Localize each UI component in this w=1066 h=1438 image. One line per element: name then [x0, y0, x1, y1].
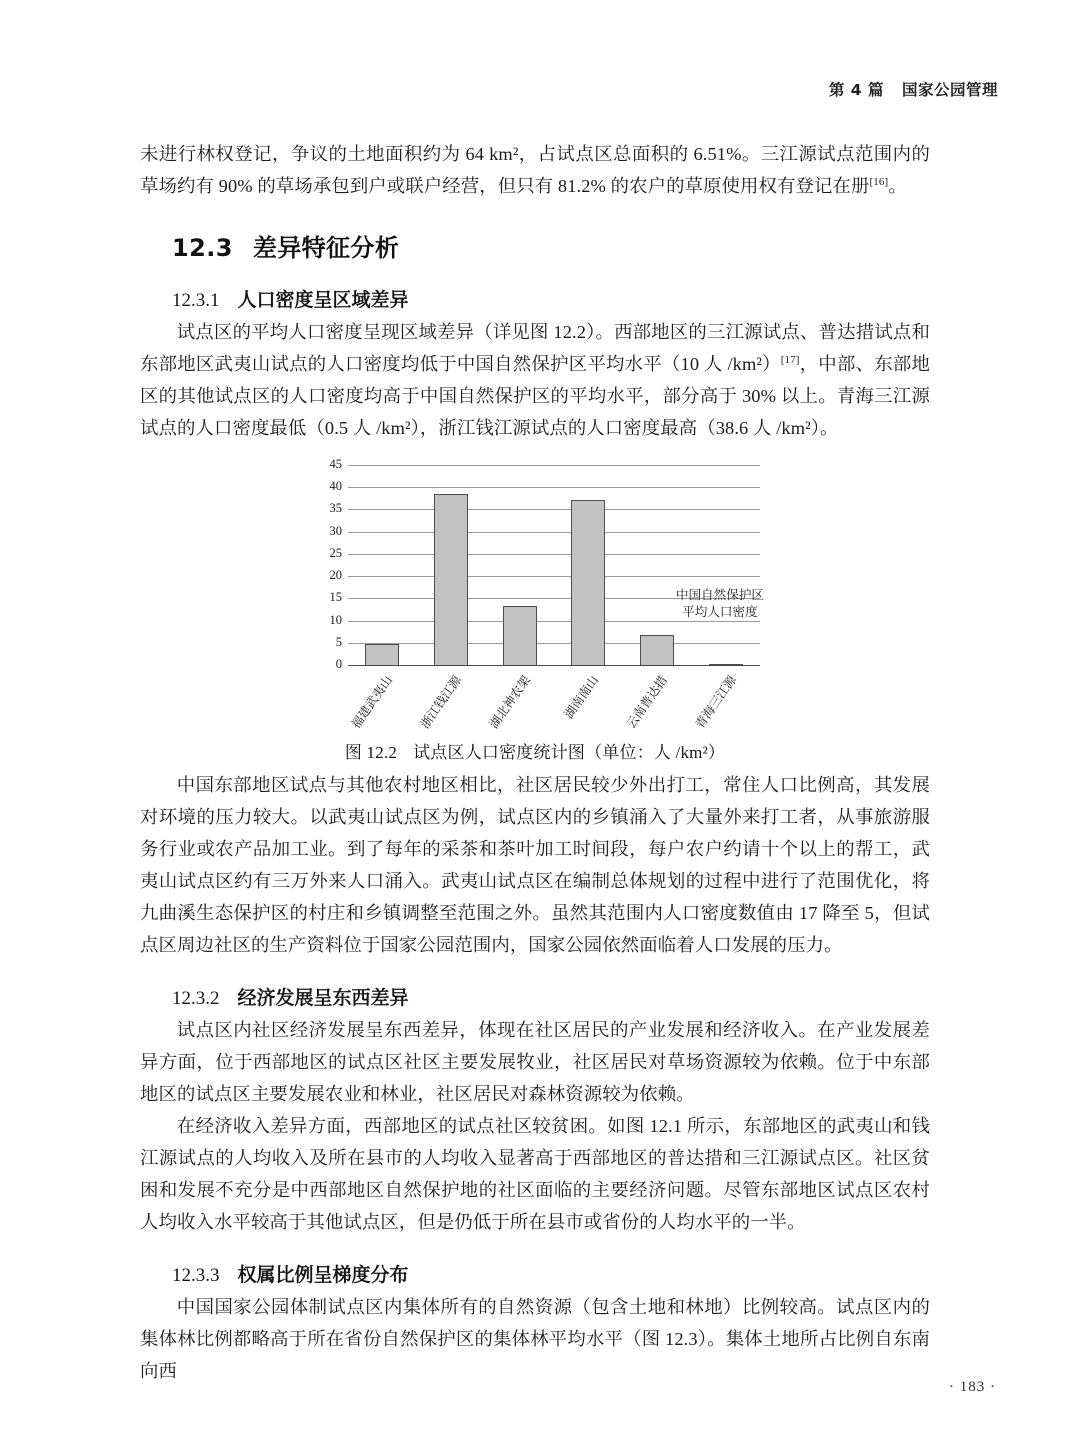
chart-bar-slot: [691, 466, 759, 666]
running-head-part-title: 国家公园管理: [901, 81, 998, 99]
figure-12-2: [140, 458, 930, 763]
paragraph-intro-tail: 。: [888, 176, 907, 196]
chart-bar: [640, 635, 674, 666]
chart-x-label-slot: [485, 670, 553, 732]
heading-subsection-12-3-3: [172, 1260, 930, 1287]
chart-y-tick-label: 40: [329, 479, 342, 494]
chart-x-label-slot: [348, 670, 416, 732]
heading-subsection-12-3-2: [172, 983, 930, 1010]
paragraph-12-3-1-tail: ，中部、东部地区的其他试点区的人口密度均高于中国自然保护区的平均水平，部分高于 30% 以上。青海三江源试点的人口密度最低（0.5 人 /km²），浙江钱江源试点的人口密度最高（38.6 人 /km²）。: [140, 354, 930, 438]
chart-y-tick-label: 5: [335, 634, 342, 649]
heading-subsection-12-3-3-number: 12.3.3: [172, 1265, 220, 1286]
chart-bar: [434, 494, 468, 666]
heading-subsection-12-3-1: [172, 285, 930, 312]
chart-bar-slot: [485, 466, 553, 666]
heading-section-12-3: [172, 228, 930, 263]
chart-y-tick-label: 20: [329, 568, 342, 583]
heading-subsection-12-3-2-title: 经济发展呈东西差异: [237, 988, 409, 1009]
chart-bar: [365, 644, 399, 666]
paragraph-intro: [140, 138, 930, 202]
heading-subsection-12-3-2-number: 12.3.2: [172, 988, 220, 1009]
chart-x-tick-label: 云南普达措: [623, 673, 671, 732]
bar-chart: [300, 457, 770, 732]
footnote-ref-16: [16]: [869, 175, 889, 188]
folio-dot-right: ·: [990, 1379, 996, 1395]
chart-annotation: [676, 586, 764, 620]
chart-bar-slot: [417, 466, 485, 666]
chart-annotation-line-1: 中国自然保护区: [675, 587, 764, 602]
chart-bar: [571, 500, 605, 666]
chart-x-label-slot: [623, 670, 691, 732]
chart-x-label-slot: [554, 670, 622, 728]
chart-y-tick-label: 10: [329, 612, 342, 627]
chart-bar-slot: [348, 466, 416, 666]
chart-y-tick-label: 45: [329, 457, 342, 472]
chart-x-tick-label: 湖南南山: [561, 673, 602, 722]
paragraph-12-3-3: 中国国家公园体制试点区内集体所有的自然资源（包含土地和林地）比例较高。试点区内的集体林比例都略高于所在省份自然保护区的集体林平均水平（图 12.3）。集体土地所占比例自东南向西: [140, 1297, 930, 1381]
paragraph-12-3-2-a: 试点区内社区经济发展呈东西差异，体现在社区居民的产业发展和经济收入。在产业发展差异方面，位于西部地区的试点区社区主要发展牧业，社区居民对草场资源较为依赖。位于中东部地区的试点区主要发展农业和林业，社区居民对森林资源较为依赖。: [140, 1020, 930, 1104]
chart-bar-slot: [554, 466, 622, 666]
chart-y-tick-label: 0: [335, 657, 342, 672]
chart-bars: [348, 466, 760, 666]
folio-dot-left: ·: [949, 1379, 955, 1395]
chart-x-label-slot: [691, 670, 759, 732]
paragraph-12-3-2-b: 在经济收入差异方面，西部地区的试点社区较贫困。如图 12.1 所示，东部地区的武夷山和钱江源试点的人均收入及所在县市的人均收入显著高于西部地区的普达措和三江源试点区。社区贫困和发展不充分是中西部地区自然保护地的社区面临的主要经济问题。尽管东部地区试点区农村人均收入水平较高于其他试点区，但是仍低于所在县市或省份的人均水平的一半。: [140, 1116, 930, 1232]
body-column: [140, 138, 930, 1387]
heading-section-12-3-title: 差异特征分析: [252, 234, 400, 262]
heading-subsection-12-3-1-title: 人口密度呈区域差异: [237, 290, 409, 311]
heading-subsection-12-3-1-number: 12.3.1: [172, 290, 220, 311]
chart-plot-area: [329, 457, 760, 672]
paragraph-12-3-1: [140, 316, 930, 444]
chart-x-axis: [348, 665, 760, 667]
chart-y-tick-label: 25: [329, 546, 342, 561]
chart-bar-slot: [623, 466, 691, 666]
figure-caption-text: 试点区人口密度统计图（单位：人 /km²）: [413, 743, 726, 762]
footnote-ref-17: [17]: [780, 353, 800, 366]
chart-x-tick-label: 浙江钱江源: [417, 673, 465, 732]
chart-x-tick-label: 福建武夷山: [348, 673, 396, 732]
running-head-part-label: 第 4 篇: [828, 81, 884, 99]
paragraph-intro-text: 未进行林权登记，争议的土地面积约为 64 km²，占试点区总面积的 6.51%。三江源试点范围内的草场约有 90% 的草场承包到户或联户经营，但只有 81.2% 的农户的草原使用权有登记在册: [140, 144, 930, 196]
heading-section-12-3-number: 12.3: [172, 234, 233, 262]
figure-caption: [140, 738, 930, 763]
chart-x-axis-labels: [348, 670, 760, 732]
paragraph-after-figure: 中国东部地区试点与其他农村地区相比，社区居民较少外出打工，常住人口比例高，其发展对环境的压力较大。以武夷山试点区为例，试点区内的乡镇涌入了大量外来打工者，从事旅游服务行业或农产品加工业。到了每年的采茶和茶叶加工时间段，每户农户约请十个以上的帮工，武夷山试点区约有三万外来人口涌入。武夷山试点区在编制总体规划的过程中进行了范围优化，将九曲溪生态保护区的村庄和乡镇调整至范围之外。虽然其范围内人口密度数值由 17 降至 5，但试点区周边社区的生产资料位于国家公园范围内，国家公园依然面临着人口发展的压力。: [140, 775, 930, 955]
chart-bar: [503, 606, 537, 666]
heading-subsection-12-3-3-title: 权属比例呈梯度分布: [237, 1265, 409, 1286]
chart-x-label-slot: [417, 670, 485, 732]
chart-y-tick-label: 30: [329, 523, 342, 538]
chart-y-tick-label: 35: [329, 501, 342, 516]
chart-x-tick-label: 青海三江源: [692, 673, 739, 732]
chart-annotation-line-2: 平均人口密度: [682, 604, 758, 619]
running-head: [829, 78, 998, 100]
figure-caption-number: 图 12.2: [344, 743, 398, 762]
page-folio: [949, 1379, 996, 1396]
chart-x-tick-label: 湖北神农架: [486, 673, 533, 732]
folio-page-number: 183: [959, 1379, 986, 1395]
paragraph-12-3-1-text: 试点区的平均人口密度呈现区域差异（详见图 12.2）。西部地区的三江源试点、普达措试点和东部地区武夷山试点的人口密度均低于中国自然保护区平均水平（10 人 /km²）: [140, 322, 930, 374]
chart-y-tick-label: 15: [329, 590, 342, 605]
